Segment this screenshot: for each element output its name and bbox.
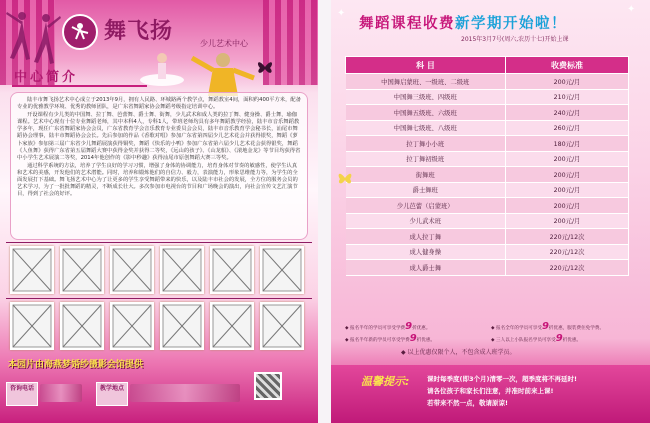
pricing-row — [346, 151, 629, 167]
course-price-cell: 220元/12次 — [506, 229, 629, 245]
pricing-row — [346, 167, 629, 183]
butterfly-icon — [256, 58, 274, 76]
pricing-row — [346, 105, 629, 121]
photo-placeholder — [160, 302, 204, 350]
course-price-cell: 240元/月 — [506, 105, 629, 121]
hanging-string — [6, 242, 312, 243]
course-price-cell: 200元/月 — [506, 167, 629, 183]
tip-line: 课时每季度(即3个月)清零一次，超季度将不再延时! — [427, 375, 577, 383]
photo-placeholder — [60, 246, 104, 294]
brand-logo — [62, 14, 98, 50]
pricing-row — [346, 260, 629, 276]
image-placeholder-icon — [62, 304, 102, 348]
intro-heading: 中心简介 — [14, 70, 79, 85]
photo-placeholder — [60, 302, 104, 350]
pricing-row — [346, 74, 629, 90]
photo-placeholder — [260, 302, 304, 350]
photo-placeholder — [260, 246, 304, 294]
course-name-cell: 中国舞三级班、四级班 — [346, 89, 506, 105]
tip-line: 若带来不然一点，敬请原谅! — [427, 399, 508, 407]
course-price-cell: 200元/月 — [506, 182, 629, 198]
column-header: 科 目 — [346, 57, 506, 74]
blurred-address — [130, 384, 240, 402]
photo-placeholder — [110, 246, 154, 294]
image-placeholder-icon — [262, 304, 302, 348]
photo-placeholder — [10, 302, 54, 350]
intro-paragraph: 通过科学系统的方法，培养了学生良好的学习习惯，增强了身体的协调能力，培育身体对节奏的敏感性，使学生认真和艺术的美感，开发他们的艺术潜能。同时，培养和锻炼他们的自信力、毅力，表演能力，形象思维能力等，为学生的全面发展打下基础。舞飞扬艺术中心为了让更多的学生享受舞蹈带来的快乐，以及陆丰市社会的发展，全方位的服务会员的艺术学习，为了一批批舞蹈的精灵，不断成长壮大。多次参加市电视台的节目和广场晚会的演出，向社会宣传文艺汇演节目，得到了社会的好评。 — [17, 162, 298, 198]
column-header: 收费标准 — [506, 57, 629, 74]
discount-note: ◆ 报名半年新的学员可享受学费9折优惠。 — [345, 333, 436, 344]
tip-heading: 温馨提示: — [361, 375, 410, 388]
course-name-cell: 拉丁舞初级班 — [346, 151, 506, 167]
image-placeholder-icon — [12, 304, 52, 348]
pricing-panel — [331, 0, 650, 423]
photo-gallery — [6, 238, 312, 350]
course-name-cell: 成人爵士舞 — [346, 260, 506, 276]
course-price-cell: 200元/月 — [506, 74, 629, 90]
pricing-table — [345, 56, 629, 276]
pricing-row — [346, 198, 629, 214]
image-placeholder-icon — [112, 248, 152, 292]
pricing-row — [346, 244, 629, 260]
course-name-cell: 中国舞七级班、八级班 — [346, 120, 506, 136]
course-name-cell: 少儿芭蕾（启蒙班） — [346, 198, 506, 214]
course-price-cell: 180元/月 — [506, 136, 629, 152]
photo-placeholder — [10, 246, 54, 294]
image-placeholder-icon — [112, 304, 152, 348]
pricing-row — [346, 136, 629, 152]
contact-phone-label: 咨询电话 — [6, 382, 38, 406]
discount-note-last: ◆ 以上优惠仅限个人，不包含成人班学员。 — [401, 349, 516, 356]
ballet-silhouette-icon — [4, 8, 62, 70]
star-icon: ✦ — [627, 4, 636, 15]
image-placeholder-icon — [162, 304, 202, 348]
course-price-cell: 220元/12次 — [506, 260, 629, 276]
discount-note: ◆ 报名全年的学员可享受9折优惠，服装费住免学费。 — [491, 321, 605, 332]
course-price-cell: 220元/12次 — [506, 244, 629, 260]
hanging-string — [6, 298, 312, 299]
ballerina-figure-icon — [138, 50, 186, 96]
course-price-cell: 210元/月 — [506, 89, 629, 105]
image-placeholder-icon — [212, 248, 252, 292]
course-price-cell: 200元/月 — [506, 151, 629, 167]
photo-placeholder — [160, 246, 204, 294]
brand-subtitle: 少儿艺术中心 — [200, 39, 248, 48]
intro-panel — [0, 0, 318, 423]
course-name-cell: 成人拉丁舞 — [346, 229, 506, 245]
course-price-cell: 200元/月 — [506, 213, 629, 229]
heading-divider — [12, 85, 147, 87]
intro-paragraph: 陆丰市舞飞扬艺术中心成立于2013年9月，拥有人民路、环城路两个教学点，舞蹈教室4间，面积约400平方米，配备专业的优雅教学环境、优秀的教师团队，是广东省舞蹈家协会舞蹈考级指定培训中心。 — [17, 97, 301, 111]
pricing-row — [346, 182, 629, 198]
pricing-row — [346, 213, 629, 229]
course-price-cell: 260元/月 — [506, 120, 629, 136]
intro-text-box — [10, 92, 308, 240]
course-name-cell: 爵士舞班 — [346, 182, 506, 198]
pricing-row — [346, 120, 629, 136]
course-name-cell: 中国舞五级班、六级班 — [346, 105, 506, 121]
tip-line: 请各位孩子和家长们注意，并准时前来上课! — [427, 387, 554, 395]
photo-placeholder — [110, 302, 154, 350]
intro-paragraph: 开设课程有少儿类的中国舞、拉丁舞、芭蕾舞、爵士舞、街舞，少儿武术和成人类的拉丁舞、健身操、爵士舞，瑜伽课程。艺术中心现有十位专业舞蹈老师，其中本科4人，专科1人，带班老师均具有多年舞蹈教学经验，陆丰市音乐舞蹈教学多年，现任广东省舞蹈家协会会员，广东省教育学会音乐教育专业委员会会员，陆丰市音乐教育学会秘书长，汕尾市舞蹈协会理事，陆丰市舞蹈协会会长。先后参加的作品《香歌对唱》参加广东省第四届少儿艺术花会并获得银奖，舞蹈《萝卜家族》参加第三届广东省少儿舞蹈展演获得铜奖，舞蹈《快乐的小鸭》参加广东省第六届少儿艺术花会获得银奖，舞蹈《人鱼舞》获得广东省第五届舞蹈大赛中获得金奖并获得二等奖，《远山的孩子》、《山龙船》、《滚地金龙》等节目均获得省中小学生艺术展演二等奖，2014年他创作的《影中秒趣》获得汕尾市原创舞蹈大赛三等奖。 — [17, 112, 301, 161]
pricing-subtitle: 2015年3月7号(周六,农历十七)开始上课 — [461, 36, 569, 43]
course-name-cell: 成人健身操 — [346, 244, 506, 260]
photo-placeholder — [210, 246, 254, 294]
contact-address-label: 教学地点 — [96, 382, 128, 406]
pricing-row — [346, 229, 629, 245]
course-name-cell: 街舞班 — [346, 167, 506, 183]
pricing-row — [346, 89, 629, 105]
photo-placeholder — [210, 302, 254, 350]
discount-note: ◆ 三人以上小队报名学员可享受9折优惠。 — [491, 333, 582, 344]
image-placeholder-icon — [162, 248, 202, 292]
image-placeholder-icon — [262, 248, 302, 292]
course-name-cell: 少儿武术班 — [346, 213, 506, 229]
image-placeholder-icon — [62, 248, 102, 292]
dancer-logo-icon — [69, 21, 91, 43]
star-icon: ✦ — [337, 8, 346, 19]
butterfly-icon — [337, 170, 353, 186]
course-name-cell: 中国舞启蒙班、一级班、二级班 — [346, 74, 506, 90]
course-name-cell: 拉丁舞小小班 — [346, 136, 506, 152]
qr-code — [254, 372, 282, 400]
discount-note: ◆ 报名半年的学员可享受学费9折优惠。 — [345, 321, 431, 332]
brand-name: 舞飞扬 — [104, 18, 174, 44]
photo-credit: 本园片由海燕梦婚纱摄影会馆提供 — [8, 360, 144, 370]
blurred-phone — [40, 384, 82, 402]
image-placeholder-icon — [212, 304, 252, 348]
image-placeholder-icon — [12, 248, 52, 292]
pricing-title: 舞蹈课程收费新学期开始啦！ — [359, 16, 567, 32]
course-price-cell: 200元/月 — [506, 198, 629, 214]
